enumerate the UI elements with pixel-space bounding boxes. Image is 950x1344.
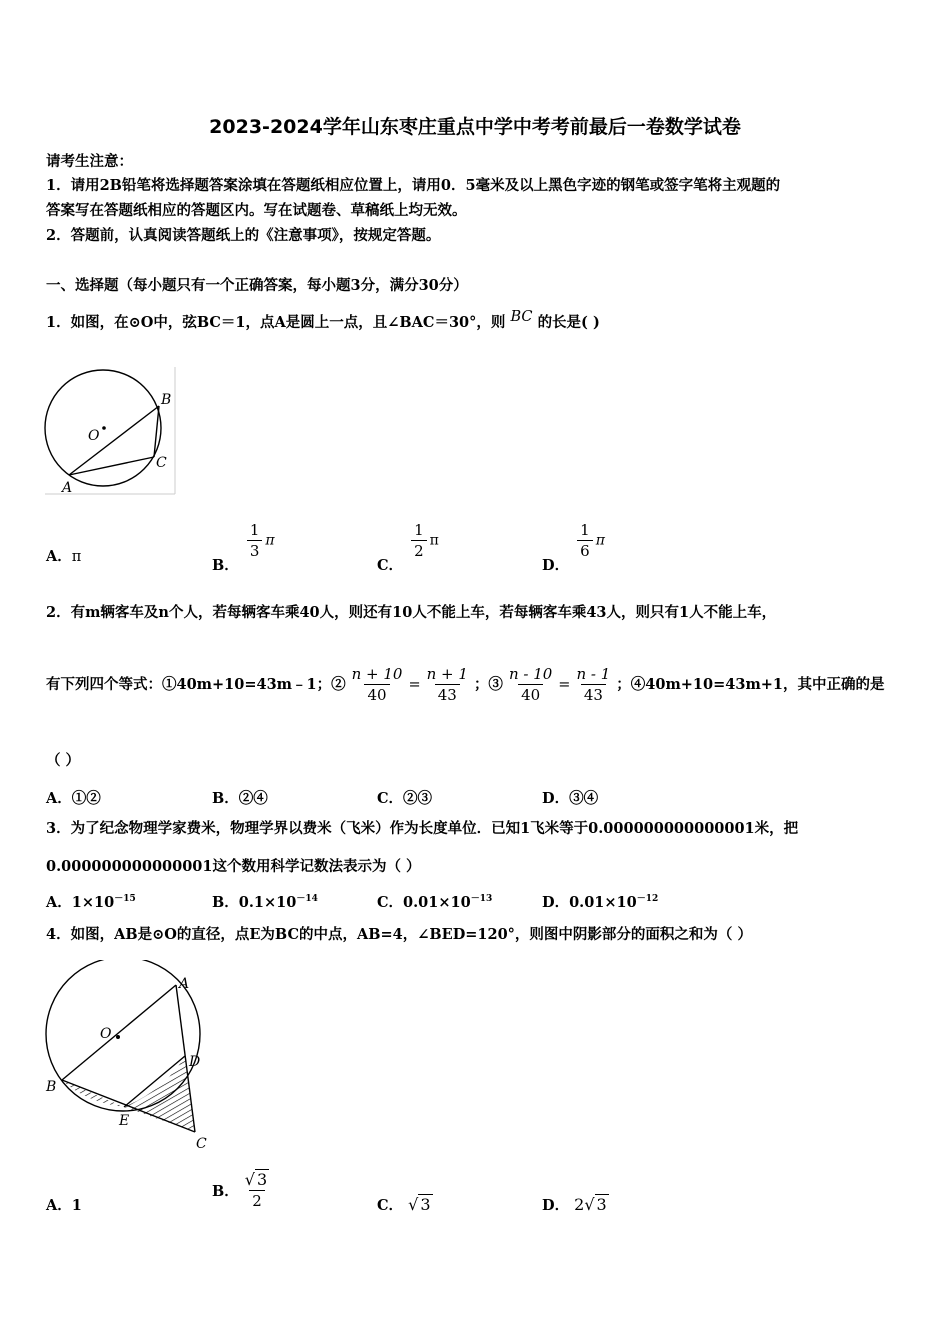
question-2-paren: （ ） — [46, 752, 81, 769]
center-point-q4 — [116, 1035, 120, 1039]
page-title: 2023-2024学年山东枣庄重点中学中考考前最后一卷数学试卷 — [209, 116, 741, 138]
question-1-text: 1．如图，在⊙O中，弦BC＝1，点A是圆上一点，且∠BAC＝30°，则 — [46, 314, 506, 331]
question-3-line-2: 0.000000000000001这个数用科学记数法表示为（ ） — [46, 858, 421, 875]
question-4: 4．如图，AB是⊙O的直径，点E为BC的中点，AB=4，∠BED=120°，则图中阴影部分的面积之和为（ ） — [46, 926, 752, 943]
question-3-line-1: 3．为了纪念物理学家费米，物理学界以费米（飞米）作为长度单位．已知1飞米等于0.000000000000001米，把 — [46, 820, 799, 837]
q3-option-a[interactable]: A．$1\times 10^{-15}$ — [46, 894, 136, 911]
chord-ab — [69, 406, 159, 475]
arc-bc: BC — [510, 309, 533, 325]
q4-option-b[interactable]: B． $\frac{√ 3}{2}$ — [212, 1170, 268, 1210]
q1-option-b[interactable]: B． $\frac{1}{3}$ π — [212, 521, 275, 574]
question-2-line-1: 2．有m辆客车及n个人，若每辆客车乘40人，则还有10人不能上车，若每辆客车乘43人，则只有1人不能上车， — [46, 604, 777, 621]
center-point — [102, 426, 106, 430]
label-a-q4: A — [179, 976, 190, 992]
q4-option-c[interactable]: C． √ 3 — [377, 1195, 431, 1214]
shaded-region-2 — [124, 1056, 195, 1132]
q4-option-d[interactable]: D． 2√ 3 — [542, 1195, 607, 1214]
label-c-q4: C — [196, 1136, 207, 1152]
label-e-q4: E — [119, 1113, 130, 1129]
circle-figure-q4 — [40, 960, 220, 1156]
section-heading: 一、选择题（每小题只有一个正确答案，每小题3分，满分30分） — [46, 277, 468, 294]
q2-option-d[interactable]: D．③④ — [542, 790, 599, 807]
q3-option-d[interactable]: D．$0.01\times 10^{-12}$ — [542, 894, 659, 911]
q3-option-c[interactable]: C．$0.01\times 10^{-13}$ — [377, 894, 493, 911]
label-o: O — [88, 428, 100, 444]
label-o-q4: O — [100, 1026, 112, 1042]
circle-o-q4 — [46, 960, 200, 1111]
question-1-tail: 的长是( ) — [537, 314, 600, 331]
q2-option-c[interactable]: C．②③ — [377, 790, 433, 807]
question-1 — [46, 309, 600, 333]
q2-option-a[interactable]: A．①② — [46, 790, 101, 807]
q2-option-b[interactable]: B．②④ — [212, 790, 268, 807]
q3-option-b[interactable]: B．$0.1\times 10^{-14}$ — [212, 894, 318, 911]
notice-heading: 请考生注意： — [46, 153, 133, 170]
label-b: B — [161, 392, 172, 408]
q1-option-c[interactable]: C． $\frac{1}{2}$ π — [377, 521, 439, 574]
label-a: A — [62, 480, 73, 496]
notice-line-3: 2．答题前，认真阅读答题纸上的《注意事项》，按规定答题。 — [46, 227, 441, 244]
label-b-q4: B — [46, 1079, 57, 1095]
circle-figure-q1 — [40, 362, 180, 498]
label-d-q4: D — [189, 1054, 201, 1070]
q1-option-d[interactable]: D． $\frac{1}{6}$ π — [542, 521, 605, 574]
notice-line-1: 1．请用2B铅笔将选择题答案涂填在答题纸相应位置上，请用0．5毫米及以上黑色字迹的钢笔或签字笔将主观题的 — [46, 177, 781, 194]
question-2-equations: 有下列四个等式：①40m+10=43m﹣1；② $\frac{n + 10}{40}$ = $\frac{n + 1}{43}$ ；③ $\frac{n - 10}{40}$ = $\frac{n - 1}{43}$ ；④40m+10=43m+1，其中正确的是 — [46, 665, 885, 704]
q1-option-a[interactable]: A．π — [46, 548, 82, 565]
notice-line-2: 答案写在答题纸相应的答题区内。写在试题卷、草稿纸上均无效。 — [46, 202, 467, 219]
diameter-ab — [62, 985, 176, 1080]
label-c: C — [156, 455, 167, 471]
q4-option-a[interactable]: A．1 — [46, 1197, 82, 1214]
